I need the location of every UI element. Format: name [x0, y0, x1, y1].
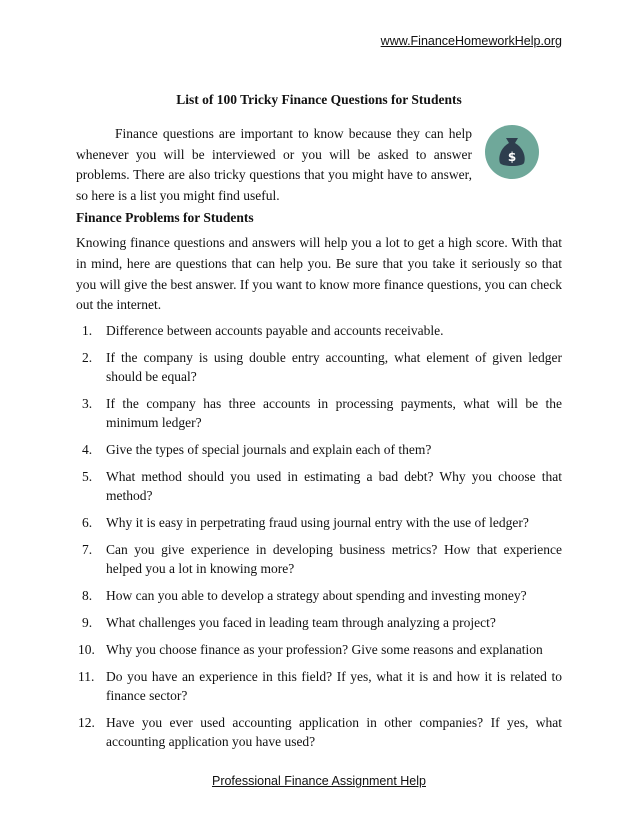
question-text: How can you able to develop a strategy about spending and investing money?: [106, 588, 527, 603]
question-number: 8.: [82, 588, 93, 603]
question-item: [76, 440, 562, 459]
question-number: 9.: [82, 615, 93, 630]
question-item: [76, 467, 562, 505]
question-number: 2.: [82, 350, 93, 365]
question-number: 7.: [82, 542, 93, 557]
question-item: [76, 613, 562, 632]
document-title: List of 100 Tricky Finance Questions for Students: [176, 92, 462, 107]
question-text: Difference between accounts payable and accounts receivable.: [106, 323, 444, 338]
question-text: What challenges you faced in leading team through analyzing a project?: [106, 615, 496, 630]
question-text: Can you give experience in developing business metrics? How that experience helped you a lot in knowing more?: [106, 542, 562, 576]
question-item: [76, 540, 562, 578]
question-item: [76, 394, 562, 432]
website-url-link[interactable]: www.FinanceHomeworkHelp.org: [380, 34, 562, 48]
question-item: [76, 321, 562, 340]
question-number: 11.: [78, 669, 95, 684]
question-text: Have you ever used accounting application in other companies? If yes, what accounting application you have used?: [106, 715, 562, 749]
footer-link[interactable]: Professional Finance Assignment Help: [211, 774, 426, 788]
section-paragraph: Knowing finance questions and answers will help you a lot to get a high score. With that in mind, here are questions that can help you. Be sure that you take it seriously so that you will give the best answer. If you want to know more finance questions, you can check out the internet.: [76, 235, 562, 313]
question-item: [76, 713, 562, 751]
section-heading: Finance Problems for Students: [76, 210, 254, 225]
question-number: 5.: [82, 469, 93, 484]
question-text: Why it is easy in perpetrating fraud using journal entry with the use of ledger?: [106, 515, 529, 530]
question-number: 10.: [78, 642, 95, 657]
question-number: 6.: [82, 515, 93, 530]
question-text: Give the types of special journals and explain each of them?: [106, 442, 432, 457]
question-text: If the company is using double entry accounting, what element of given ledger should be equal?: [106, 350, 562, 384]
intro-paragraph: Finance questions are important to know because they can help whenever you will be interviewed or you will be asked to answer problems. There are also tricky questions that you might have to answer, so here is a list you might find useful.: [76, 126, 472, 203]
question-list: [76, 321, 562, 759]
question-number: 1.: [82, 323, 93, 338]
question-item: [76, 586, 562, 605]
money-bag-icon: [484, 124, 540, 180]
question-item: [76, 640, 562, 659]
question-text: If the company has three accounts in processing payments, what will be the minimum ledger?: [106, 396, 562, 430]
question-number: 12.: [78, 715, 95, 730]
question-item: [76, 348, 562, 386]
question-item: [76, 513, 562, 532]
svg-text:$: $: [507, 150, 517, 164]
question-number: 3.: [82, 396, 93, 411]
question-item: [76, 667, 562, 705]
question-text: What method should you used in estimating a bad debt? Why you choose that method?: [106, 469, 562, 503]
question-text: Do you have an experience in this field? If yes, what it is and how it is related to finance sector?: [106, 669, 562, 703]
question-text: Why you choose finance as your profession? Give some reasons and explanation: [106, 642, 543, 657]
question-number: 4.: [82, 442, 93, 457]
